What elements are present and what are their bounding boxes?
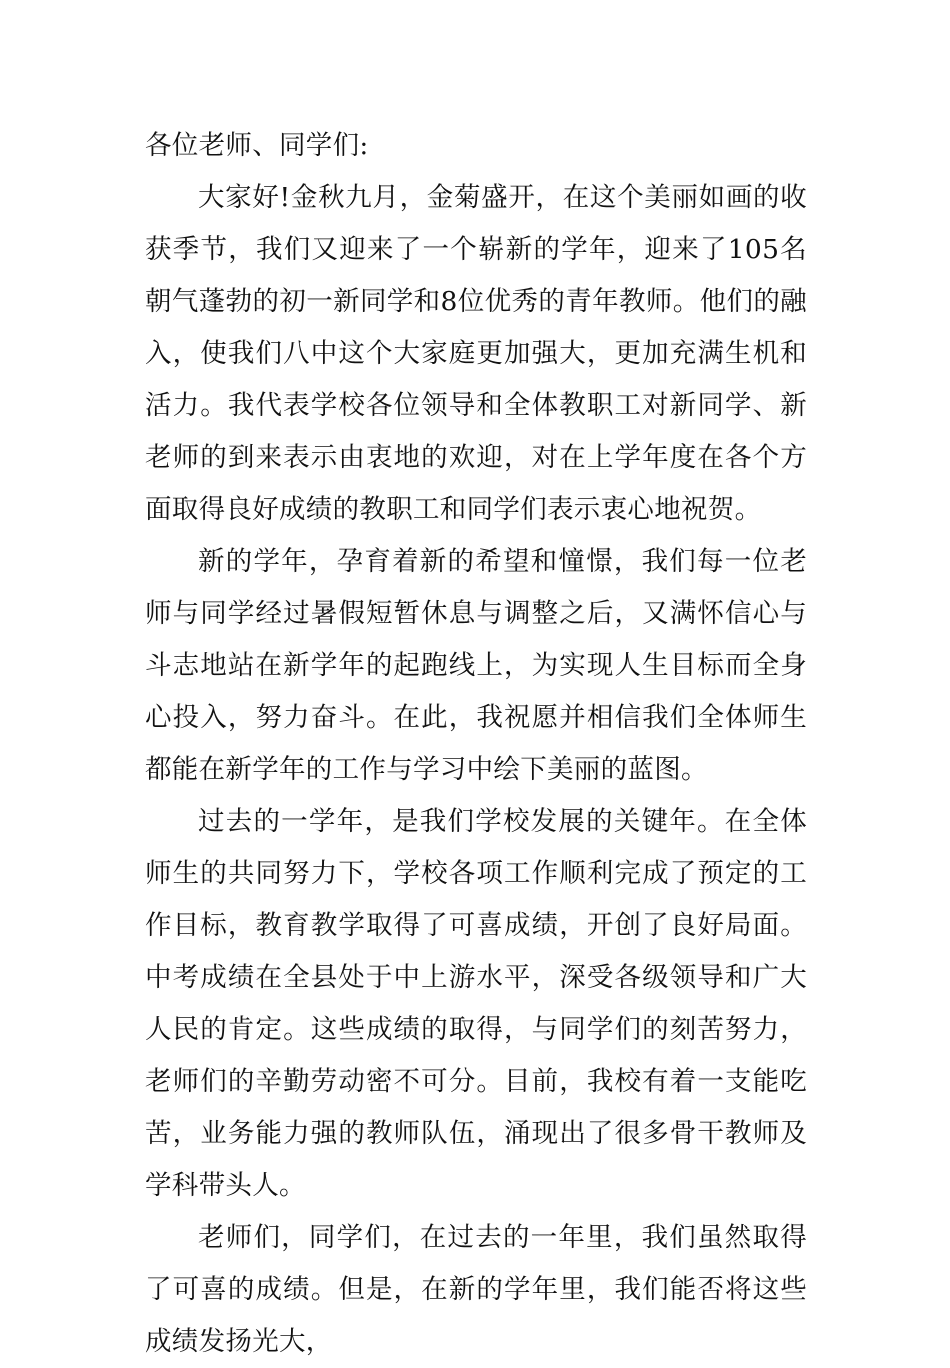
salutation: 各位老师、同学们:	[145, 130, 369, 161]
paragraph-2: 新的学年，孕育着新的希望和憧憬，我们每一位老师与同学经过暑假短暂休息与调整之后，又满怀信心与斗志地站在新学年的起跑线上，为实现人生目标而全身心投入，努力奋斗。在此，我祝愿并相信我们全体师生都能在新学年的工作与学习中绘下美丽的蓝图。	[145, 546, 807, 785]
document-body	[145, 120, 807, 1368]
paragraph-3: 过去的一学年，是我们学校发展的关键年。在全体师生的共同努力下，学校各项工作顺利完成了预定的工作目标，教育教学取得了可喜成绩，开创了良好局面。中考成绩在全县处于中上游水平，深受各级领导和广大人民的肯定。这些成绩的取得，与同学们的刻苦努力，老师们的辛勤劳动密不可分。目前，我校有着一支能吃苦，业务能力强的教师队伍，涌现出了很多骨干教师及学科带头人。	[145, 806, 807, 1201]
paragraph-1: 大家好!金秋九月，金菊盛开，在这个美丽如画的收获季节，我们又迎来了一个崭新的学年，迎来了105名朝气蓬勃的初一新同学和8位优秀的青年教师。他们的融入，使我们八中这个大家庭更加强大，更加充满生机和活力。我代表学校各位领导和全体教职工对新同学、新老师的到来表示由衷地的欢迎，对在上学年度在各个方面取得良好成绩的教职工和同学们表示衷心地祝贺。	[145, 182, 807, 525]
paragraph-4: 老师们，同学们，在过去的一年里，我们虽然取得了可喜的成绩。但是，在新的学年里，我们能否将这些成绩发扬光大，	[145, 1222, 807, 1357]
